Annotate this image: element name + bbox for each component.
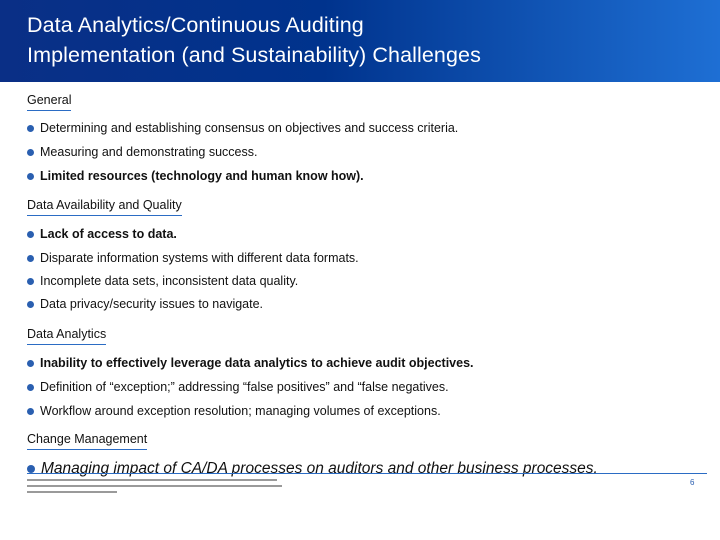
bullet-item — [27, 356, 474, 370]
bullet-item — [27, 227, 177, 241]
bullet-item — [27, 274, 298, 288]
bullet-item — [27, 169, 364, 183]
bullet-icon — [27, 231, 34, 238]
bullet-icon — [27, 255, 34, 262]
bullet-text: Incomplete data sets, inconsistent data quality. — [40, 274, 299, 288]
bullet-icon — [27, 384, 34, 391]
bullet-item — [27, 380, 449, 394]
section-heading-data-availability: Data Availability and Quality — [27, 198, 182, 212]
bullet-text: Measuring and demonstrating success. — [40, 145, 258, 159]
bullet-item — [27, 145, 257, 159]
bullet-icon — [27, 149, 34, 156]
bullet-text: Managing impact of CA/DA processes on auditors and other business processes. — [41, 460, 598, 477]
bullet-icon — [27, 408, 34, 415]
bullet-item — [27, 404, 441, 418]
bullet-icon — [27, 173, 34, 180]
bullet-text: Inability to effectively leverage data analytics to achieve audit objectives. — [40, 356, 474, 370]
title-bar — [0, 0, 720, 82]
bullet-text: Determining and establishing consensus on objectives and success criteria. — [40, 121, 459, 135]
page-number: 6 — [690, 478, 695, 487]
bullet-text: Workflow around exception resolution; managing volumes of exceptions. — [40, 404, 441, 418]
bullet-icon — [27, 125, 34, 132]
section-heading-change-management: Change Management — [27, 432, 148, 446]
bullet-item — [27, 460, 598, 478]
slide-title-line-1: Data Analytics/Continuous Auditing — [27, 13, 364, 37]
bullet-icon — [27, 278, 34, 285]
bullet-icon — [27, 465, 35, 473]
bullet-text: Limited resources (technology and human know how). — [40, 169, 364, 183]
bullet-icon — [27, 360, 34, 367]
footer-legal-text — [27, 478, 307, 500]
slide-title-line-2: Implementation (and Sustainability) Challenges — [27, 43, 481, 67]
footer-fine-print-image — [27, 478, 287, 498]
slide-title — [27, 10, 687, 70]
bullet-item — [27, 251, 359, 265]
bullet-item — [27, 121, 458, 135]
footer-divider — [27, 473, 707, 474]
bullet-item — [27, 297, 263, 311]
section-heading-data-analytics: Data Analytics — [27, 327, 107, 341]
section-heading-general: General — [27, 93, 72, 107]
bullet-text: Disparate information systems with different data formats. — [40, 251, 359, 265]
bullet-icon — [27, 301, 34, 308]
bullet-text: Definition of “exception;” addressing “false positives” and “false negatives. — [40, 380, 449, 394]
bullet-text: Lack of access to data. — [40, 227, 177, 241]
bullet-text: Data privacy/security issues to navigate. — [40, 297, 264, 311]
